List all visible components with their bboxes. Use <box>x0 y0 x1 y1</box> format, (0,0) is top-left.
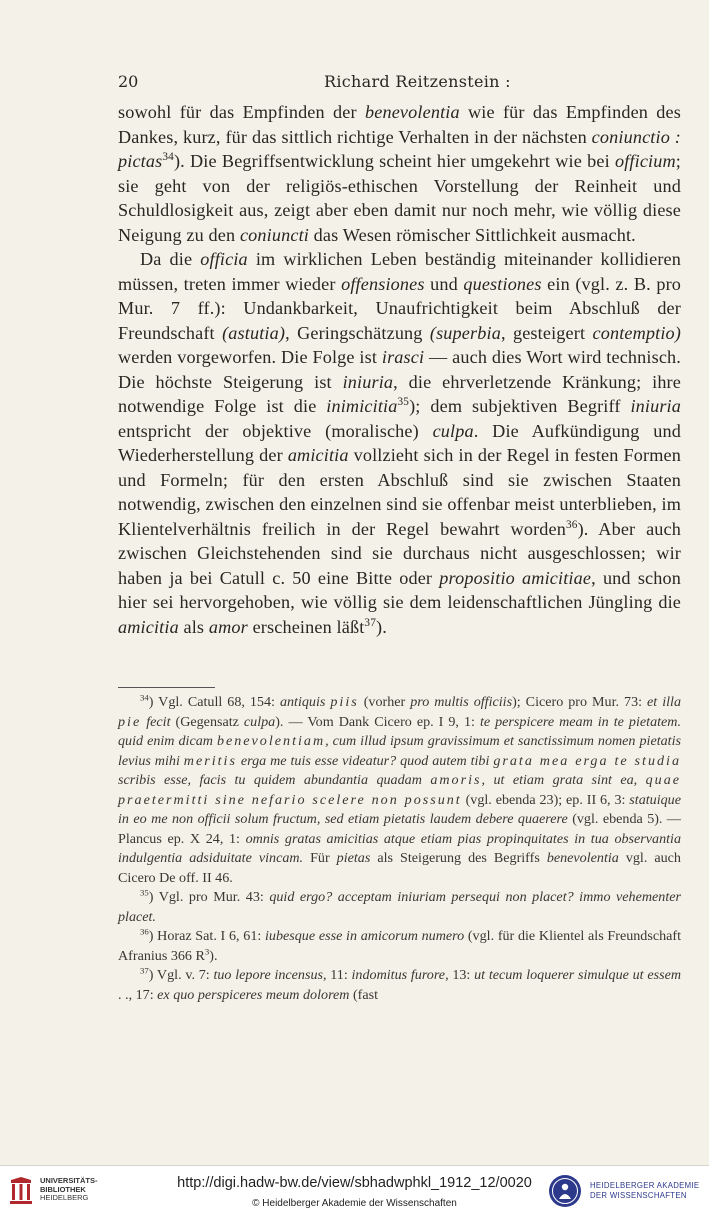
footnote-divider <box>118 687 215 688</box>
paragraph: Da die officia im wirklichen Leben beständig miteinander kollidieren müssen, treten immer wieder offensiones und questiones ein (vgl. z. B. pro Mur. 7 ff.): Undankbarkeit, Unaufrichtigkeit beim Abschluß der Freundschaft (astutia), Geringschätzung (superbia, gesteigert contemptio) werden vorgeworfen. Die Folge ist irasci — auch dies Wort wird technisch. Die höchste Steigerung ist iniuria, die ehrverletzende Kränkung; ihre notwendige Folge ist die inimicitia$^{35}$); dem subjektiven Begriff iniuria entspricht der objektive (moralische) culpa. Die Aufkündigung und Wiederherstellung der amicitia vollzieht sich in der Regel in festen Formen und Formeln; für den ersten Abschluß sind sie zwischen Staaten notwendig, zwischen den einzelnen sind sie offenbar meist unterblieben, im Klientelverhältnis freilich in der Regel bewahrt worden$^{36}$). Aber auch zwischen Gleichstehenden sind sie durchaus nicht ausgeschlossen; wir haben ja bei Catull c. 50 eine Bitte oder propositio amicitiae, und schon hier sei hervorgehoben, wie völlig sie dem leidenschaftlichen Jüngling die amicitia als amor erscheinen läßt$^{37}$). <box>118 249 682 637</box>
page-header <box>118 72 681 94</box>
page-number: 20 <box>118 72 139 91</box>
academy-seal-icon[interactable] <box>548 1174 582 1208</box>
academy-name-line: HEIDELBERGER AKADEMIE <box>590 1181 700 1190</box>
footnote-36: $^{36}$) Horaz Sat. I 6, 61: iubesque esse in amicorum numero (vgl. für die Klientel als Freundschaft Afranius 366 $R^3$). <box>118 926 681 964</box>
running-title: Richard Reitzenstein : <box>324 72 511 91</box>
footnotes <box>118 693 681 1005</box>
library-name-line: UNIVERSITÄTS- <box>40 1176 98 1185</box>
library-name-line: HEIDELBERG <box>40 1193 89 1202</box>
main-text <box>118 100 681 639</box>
footnote-37: $^{37}$) Vgl. v. 7: tuo lepore incensus, 11: indomitus furore, 13: ut tecum loquerer simulque ut essem . ., 17: ex quo perspiceres meum dolorem (fast <box>118 965 681 1003</box>
paragraph: sowohl für das Empfinden der benevolentia wie für das Empfinden des Dankes, kurz, für das sittlich richtige Verhalten in der nächsten coniunctio : pictas$^{34}$). Die Begriffsentwicklung scheint hier umgekehrt wie bei officium; sie geht von der religiös-ethischen Vorstellung der Reinheit und Schuldlosigkeit aus, zeigt aber eben damit nur noch mehr, wie völlig diese Neigung zu den coniuncti das Wesen römischer Sittlichkeit ausmacht. <box>118 102 681 245</box>
footnote-35: $^{35}$) Vgl. pro Mur. 43: quid ergo? acceptam iniuriam persequi non placet? immo vehementer placet. <box>118 887 681 925</box>
library-name-line: BIBLIOTHEK <box>40 1184 86 1194</box>
copyright-notice: © Heidelberger Akademie der Wissenschaften <box>252 1198 457 1209</box>
academy-name-line: DER WISSENSCHAFTEN <box>590 1190 687 1200</box>
academy-name <box>590 1181 699 1200</box>
footnote-34: $^{34}$) Vgl. Catull 68, 154: antiquis piis (vorher pro multis officiis); Cicero pro Mur. 73: et illa pie fecit (Gegensatz culpa). — Vom Dank Cicero ep. I 9, 1: te perspicere meam in te pietatem. quid enim dicam benevolentiam, cum illud ipsum gravissimum et sanctissimum nomen pietatis levius mihi meritis erga me tuis esse videatur? quod autem tibi grata mea erga te studia scribis esse, facis tu quidem abundantia quadam amoris, ut etiam grata sint ea, quae praetermitti sine nefario scelere non possunt (vgl. ebenda 23); ep. II 6, 3: statuique in eo me non officii solum fructum, sed etiam pietatis laudem debere quaerere (vgl. ebenda 5). — Plancus ep. X 24, 1: omnis gratas amicitias atque etiam pias propinquitates in tua observantia indulgentia adsiduitate vincam. Für pietas als Steigerung des Begriffs benevolentia vgl. auch Cicero De off. II 46. <box>118 692 682 886</box>
viewer-footer <box>0 1165 709 1217</box>
permalink-url[interactable]: http://digi.hadw-bw.de/view/sbhadwphkl_1912_12/0020 <box>177 1175 532 1191</box>
